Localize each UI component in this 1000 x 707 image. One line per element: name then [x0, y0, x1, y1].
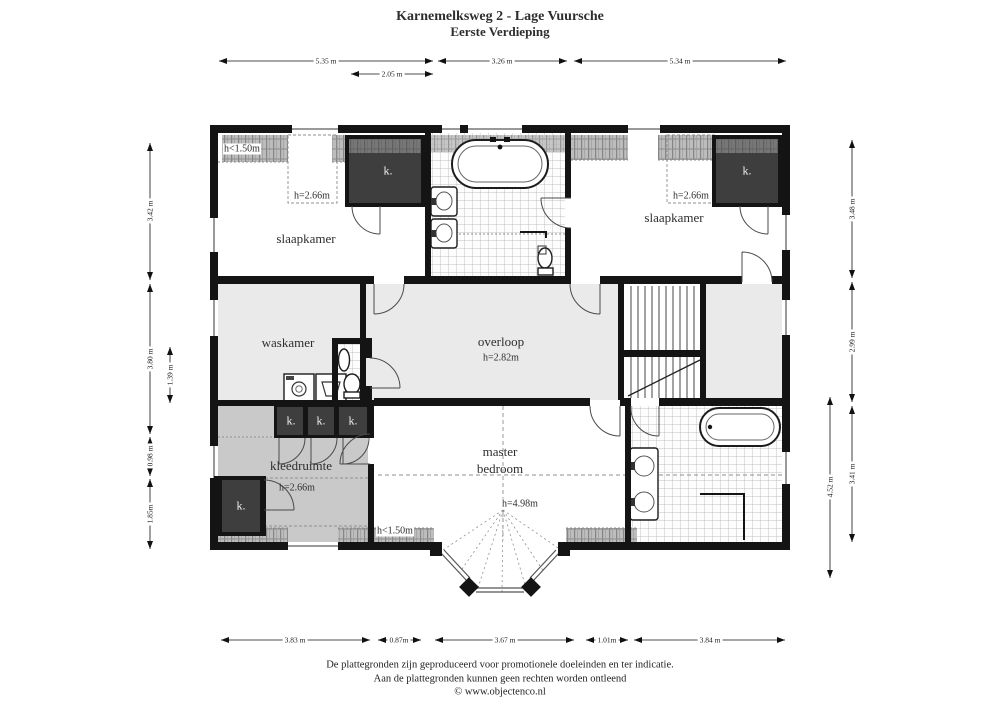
closet-label-top-right: k.	[742, 163, 752, 178]
dim-right-3: 3.41 m	[847, 463, 857, 485]
dim-top-1: 5.35 m	[315, 56, 337, 66]
closet-label-row-1: k.	[286, 413, 296, 428]
washing-machine-icon	[284, 374, 314, 402]
dim-top-sub: 2.05 m	[381, 69, 403, 79]
room-label-master-bedroom: master bedroom	[476, 444, 524, 476]
dim-left-4: 1.85m	[145, 504, 155, 524]
footer-disclaimer-1: De plattegronden zijn geproduceerd voor promotionele doeleinden en ter indicatie.	[326, 659, 674, 671]
dim-bottom-1: 3.83 m	[284, 635, 306, 645]
low-headroom-label-bottom: h<1.50m	[377, 525, 413, 537]
closet-label-top-left: k.	[383, 163, 393, 178]
dim-top-2: 3.26 m	[491, 56, 513, 66]
footer-disclaimer-2: Aan de plattegronden kunnen geen rechten worden ontleend	[373, 673, 627, 685]
dim-bottom-3: 3.67 m	[494, 635, 516, 645]
ceiling-height-slaapkamer-right: h=2.66m	[673, 190, 709, 202]
dim-left-2: 3.80 m	[145, 348, 155, 370]
closet-label-bottom-left: k.	[236, 498, 246, 513]
closet-label-row-3: k.	[348, 413, 358, 428]
staircase	[624, 284, 700, 400]
dim-right-outer: 4.52 m	[825, 476, 835, 498]
laundry-basket-icon	[316, 374, 346, 402]
dim-right-1: 3.48 m	[847, 198, 857, 220]
footer-copyright: © www.objectenco.nl	[454, 686, 546, 698]
dim-right-2: 2.99 m	[847, 331, 857, 353]
dim-bottom-4: 1.01m	[597, 635, 617, 645]
plan-subtitle: Eerste Verdieping	[450, 24, 550, 39]
room-label-kleedruimte: kleedruimte	[269, 458, 333, 473]
vanity-sinks-right-icon	[630, 448, 658, 520]
low-headroom-label-top: h<1.50m	[224, 143, 260, 155]
room-label-slaapkamer-left: slaapkamer	[276, 231, 336, 246]
bathtub-right-icon	[700, 408, 780, 446]
dim-bottom-5: 3.84 m	[699, 635, 721, 645]
ceiling-height-master-bedroom: h=4.98m	[502, 498, 538, 510]
ceiling-height-slaapkamer-left: h=2.66m	[294, 190, 330, 202]
ceiling-height-overloop: h=2.82m	[483, 352, 519, 364]
room-label-overloop: overloop	[477, 334, 525, 349]
dim-bottom-2: 0.87m	[389, 635, 409, 645]
dim-top-3: 5.34 m	[669, 56, 691, 66]
wc-toilet-icon	[344, 374, 360, 394]
room-label-waskamer: waskamer	[261, 335, 315, 350]
room-label-slaapkamer-right: slaapkamer	[644, 210, 704, 225]
closet-label-row-2: k.	[316, 413, 326, 428]
plan-title: Karnemelksweg 2 - Lage Vuursche	[396, 9, 604, 24]
bathtub-top-icon	[452, 137, 548, 188]
wc-sink-icon	[339, 349, 350, 371]
dim-left-3: 0.98 m	[145, 445, 155, 467]
dim-left-inner: 1.39 m	[165, 364, 175, 386]
ceiling-height-kleedruimte: h=2.66m	[279, 482, 315, 494]
dim-left-1: 3.42 m	[145, 200, 155, 222]
